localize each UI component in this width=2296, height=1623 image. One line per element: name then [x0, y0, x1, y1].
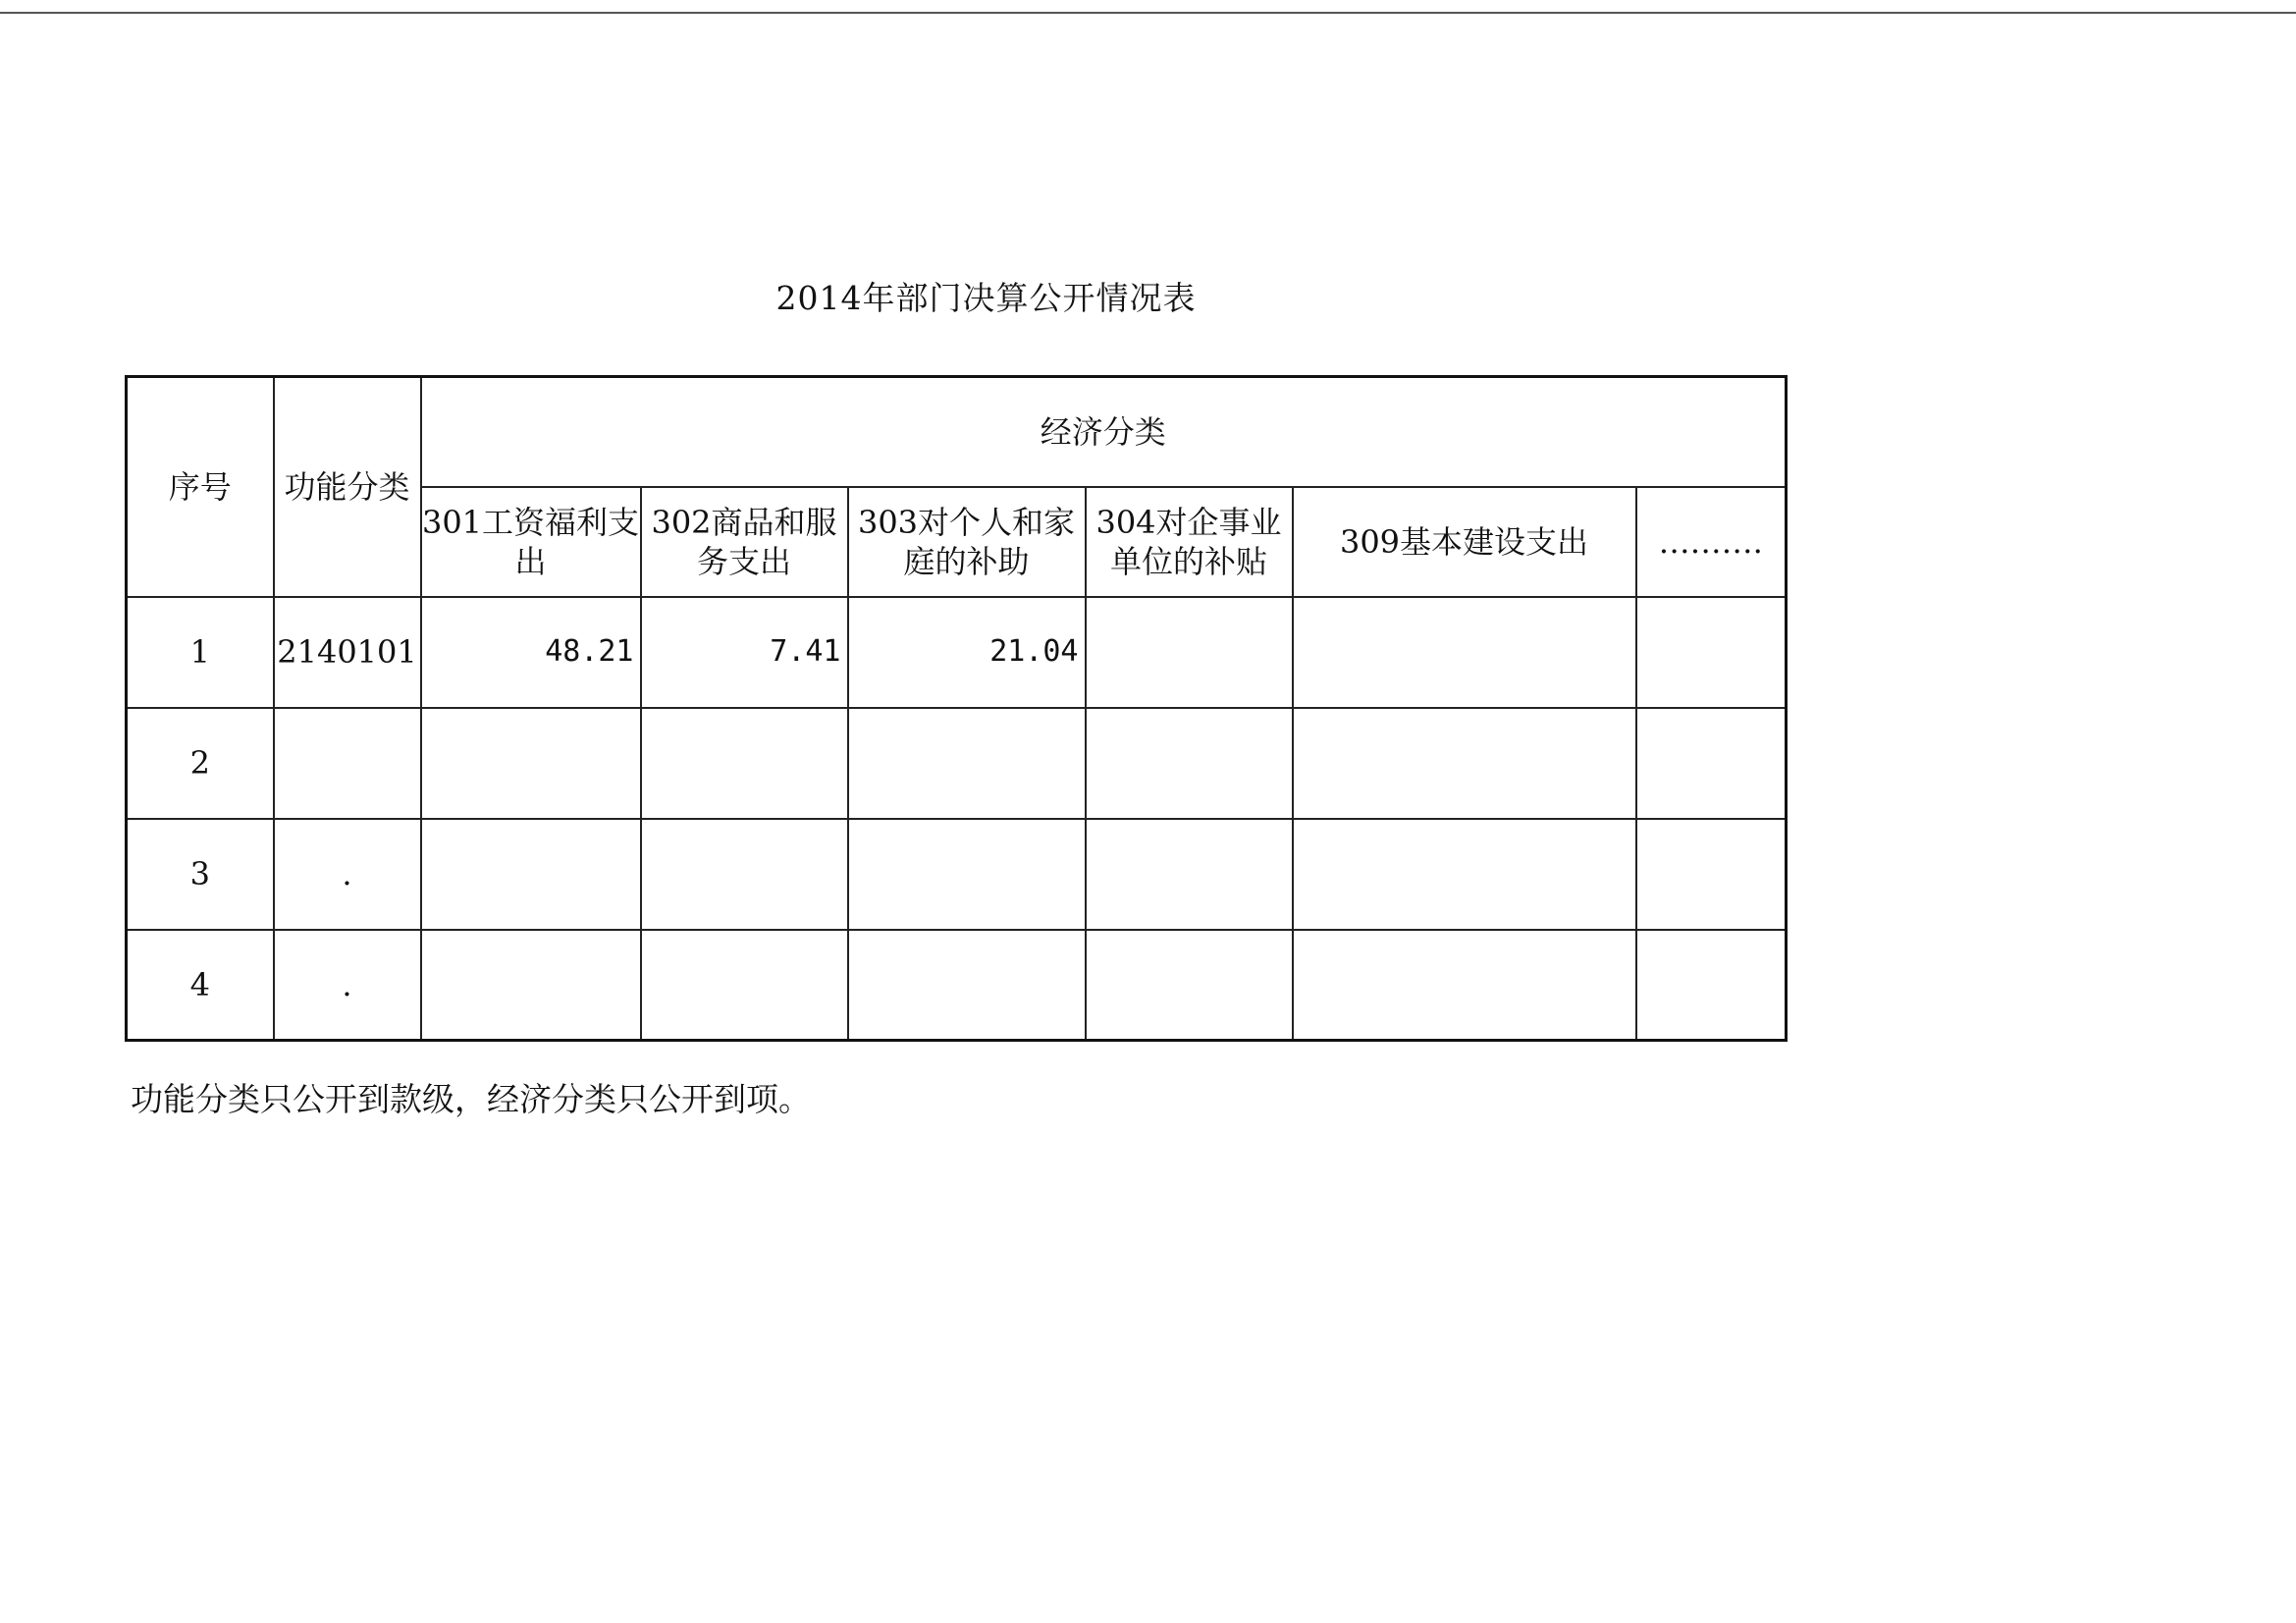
header-col-more: ………. [1636, 487, 1787, 597]
row-value-more [1636, 597, 1787, 708]
row-functional: . [274, 819, 421, 930]
row-seq: 1 [127, 597, 274, 708]
row-value-303 [848, 708, 1086, 819]
row-value-303 [848, 819, 1086, 930]
row-functional: 2140101 [274, 597, 421, 708]
row-value-301: 48.21 [421, 597, 641, 708]
row-value-302 [641, 819, 848, 930]
header-col-302: 302商品和服务支出 [641, 487, 848, 597]
table-row [127, 597, 1787, 708]
row-functional: . [274, 930, 421, 1041]
row-seq: 2 [127, 708, 274, 819]
row-value-more [1636, 819, 1787, 930]
header-economic: 经济分类 [421, 377, 1787, 487]
scan-edge-line [0, 12, 2296, 14]
row-value-304 [1086, 597, 1293, 708]
row-value-309 [1293, 597, 1636, 708]
row-value-304 [1086, 708, 1293, 819]
row-value-302 [641, 930, 848, 1041]
report-table [125, 375, 1788, 1042]
row-value-303 [848, 930, 1086, 1041]
footnote: 功能分类只公开到款级，经济分类只公开到项。 [131, 1080, 811, 1118]
header-seq: 序号 [127, 377, 274, 597]
row-value-304 [1086, 930, 1293, 1041]
page-title [0, 273, 2296, 319]
table-row [127, 708, 1787, 819]
row-value-309 [1293, 819, 1636, 930]
row-seq: 4 [127, 930, 274, 1041]
row-value-303: 21.04 [848, 597, 1086, 708]
row-value-301 [421, 819, 641, 930]
row-value-301 [421, 930, 641, 1041]
header-functional: 功能分类 [274, 377, 421, 597]
header-col-309: 309基本建设支出 [1293, 487, 1636, 597]
header-col-301: 301工资福利支出 [421, 487, 641, 597]
header-col-303: 303对个人和家庭的补助 [848, 487, 1086, 597]
page-title-text: 2014年部门决算公开情况表 [775, 279, 1197, 317]
row-value-302: 7.41 [641, 597, 848, 708]
header-col-304: 304对企事业单位的补贴 [1086, 487, 1293, 597]
row-value-304 [1086, 819, 1293, 930]
row-value-302 [641, 708, 848, 819]
row-value-301 [421, 708, 641, 819]
row-functional [274, 708, 421, 819]
row-seq: 3 [127, 819, 274, 930]
row-value-more [1636, 930, 1787, 1041]
header-row-1 [127, 377, 1787, 487]
table-row [127, 930, 1787, 1041]
row-value-309 [1293, 708, 1636, 819]
row-value-more [1636, 708, 1787, 819]
row-value-309 [1293, 930, 1636, 1041]
table-row [127, 819, 1787, 930]
